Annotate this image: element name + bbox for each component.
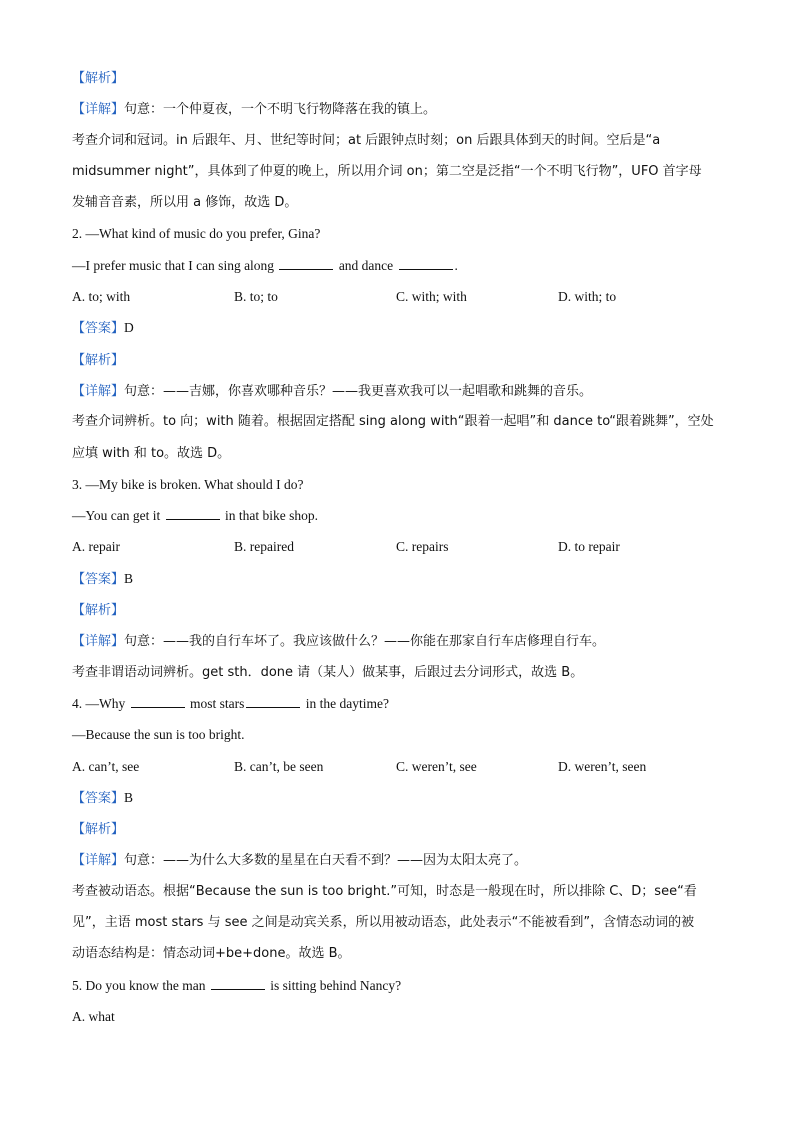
q4-answer: B (124, 789, 134, 805)
q4-stem-1 (72, 688, 722, 719)
q2-detail-line (72, 375, 722, 406)
q4-options (72, 751, 722, 782)
q3-analysis-line (72, 594, 722, 625)
q2-options (72, 281, 722, 312)
q3-option-d: D. to repair (558, 539, 620, 555)
q3-options (72, 531, 722, 562)
q2-stem-2 (72, 250, 722, 281)
analysis-tag: 【解析】 (72, 352, 125, 368)
q3-stem-2 (72, 500, 722, 531)
q2-stem-1: 2. —What kind of music do you prefer, Gina? (72, 226, 321, 242)
analysis-tag: 【解析】 (72, 822, 125, 838)
detail-tag: 【详解】 (72, 853, 125, 869)
answer-tag: 【答案】 (72, 321, 125, 337)
q1-detail-text: 句意：一个仲夏夜，一个不明飞行物降落在我的镇上。 (124, 102, 437, 118)
q1-explanation-1: 考查介词和冠词。in 后跟年、月、世纪等时间；at 后跟钟点时刻；on 后跟具体到天的时间。空后是“a (72, 132, 661, 148)
q4-explanation-2: 见”，主语 most stars 与 see 之间是动宾关系，所以用被动语态，此处表示“不能被看到”，含情态动词的被 (72, 915, 695, 931)
q5-stem-1-part-b: is sitting behind Nancy? (270, 977, 402, 993)
q5-stem-1 (72, 970, 722, 1001)
q5-option-a: A. what (72, 1008, 115, 1024)
q3-answer-line (72, 563, 722, 594)
answer-blank (246, 695, 300, 708)
answer-tag: 【答案】 (72, 571, 125, 587)
q1-explanation-2: midsummer night”，具体到了仲夏的晚上，所以用介词 on；第二空是泛指“一个不明飞行物”，UFO 首字母 (72, 163, 702, 179)
detail-tag: 【详解】 (72, 383, 125, 399)
q2-answer-line (72, 312, 722, 343)
q4-stem-2: —Because the sun is too bright. (72, 727, 245, 743)
answer-blank (211, 977, 265, 990)
q2-option-c: C. with; with (396, 289, 467, 305)
answer-blank (279, 257, 333, 270)
q4-answer-line (72, 782, 722, 813)
q2-stem-2-part-a: —I prefer music that I can sing along (72, 257, 275, 273)
detail-tag: 【详解】 (72, 102, 125, 118)
answer-blank (131, 695, 185, 708)
q4-explanation-3: 动语态结构是：情态动词+be+done。故选 B。 (72, 946, 351, 962)
q3-stem-2-part-b: in that bike shop. (225, 508, 319, 524)
q1-explanation-3: 发辅音音素，所以用 a 修饰，故选 D。 (72, 195, 298, 211)
q3-stem-2-part-a: —You can get it (72, 508, 161, 524)
q1-detail-line (72, 93, 722, 124)
q3-detail-line (72, 625, 722, 656)
answer-blank (166, 507, 220, 520)
q4-stem-1-part-c: in the daytime? (305, 695, 389, 711)
q4-option-a: A. can’t, see (72, 758, 140, 774)
q2-stem-2-part-c: . (454, 257, 458, 273)
q2-analysis-line (72, 344, 722, 375)
q2-explanation-1: 考查介词辨析。to 向；with 随着。根据固定搭配 sing along with“跟着一起唱”和 dance to“跟着跳舞”，空处 (72, 414, 714, 430)
q2-option-a: A. to; with (72, 289, 131, 305)
q3-answer: B (124, 570, 134, 586)
analysis-tag: 【解析】 (72, 71, 125, 86)
q4-explanation-1: 考查被动语态。根据“Because the sun is too bright.”可知，时态是一般现在时，所以排除 C、D；see“看 (72, 883, 697, 899)
q4-analysis-line (72, 813, 722, 844)
q3-option-a: A. repair (72, 539, 120, 555)
q4-option-d: D. weren’t, seen (558, 758, 647, 774)
q2-option-d: D. with; to (558, 289, 617, 305)
q3-option-c: C. repairs (396, 539, 449, 555)
q3-explanation-1: 考查非谓语动词辨析。get sth．done 请（某人）做某事，后跟过去分词形式，故选 B。 (72, 664, 584, 680)
document-page (72, 62, 722, 1032)
q4-option-b: B. can’t, be seen (234, 758, 324, 774)
q2-answer: D (124, 320, 134, 336)
q3-detail-text: 句意：——我的自行车坏了。我应该做什么？——你能在那家自行车店修理自行车。 (124, 634, 606, 650)
q3-stem-1: 3. —My bike is broken. What should I do? (72, 476, 304, 492)
detail-tag: 【详解】 (72, 634, 125, 650)
analysis-tag: 【解析】 (72, 603, 125, 619)
q3-option-b: B. repaired (234, 539, 294, 555)
q2-detail-text: 句意：——吉娜，你喜欢哪种音乐？——我更喜欢我可以一起唱歌和跳舞的音乐。 (124, 383, 593, 399)
q1-analysis-line (72, 62, 722, 93)
q4-option-c: C. weren’t, see (396, 758, 477, 774)
q5-stem-1-part-a: 5. Do you know the man (72, 977, 206, 993)
q4-detail-line (72, 844, 722, 875)
answer-tag: 【答案】 (72, 790, 125, 806)
q2-stem-2-part-b: and dance (338, 257, 394, 273)
q4-stem-1-part-b: most stars (190, 695, 245, 711)
q4-detail-text: 句意：——为什么大多数的星星在白天看不到？——因为太阳太亮了。 (124, 853, 528, 869)
q2-explanation-2: 应填 with 和 to。故选 D。 (72, 445, 231, 461)
q4-stem-1-part-a: 4. —Why (72, 695, 126, 711)
answer-blank (399, 257, 453, 270)
q2-option-b: B. to; to (234, 289, 278, 305)
